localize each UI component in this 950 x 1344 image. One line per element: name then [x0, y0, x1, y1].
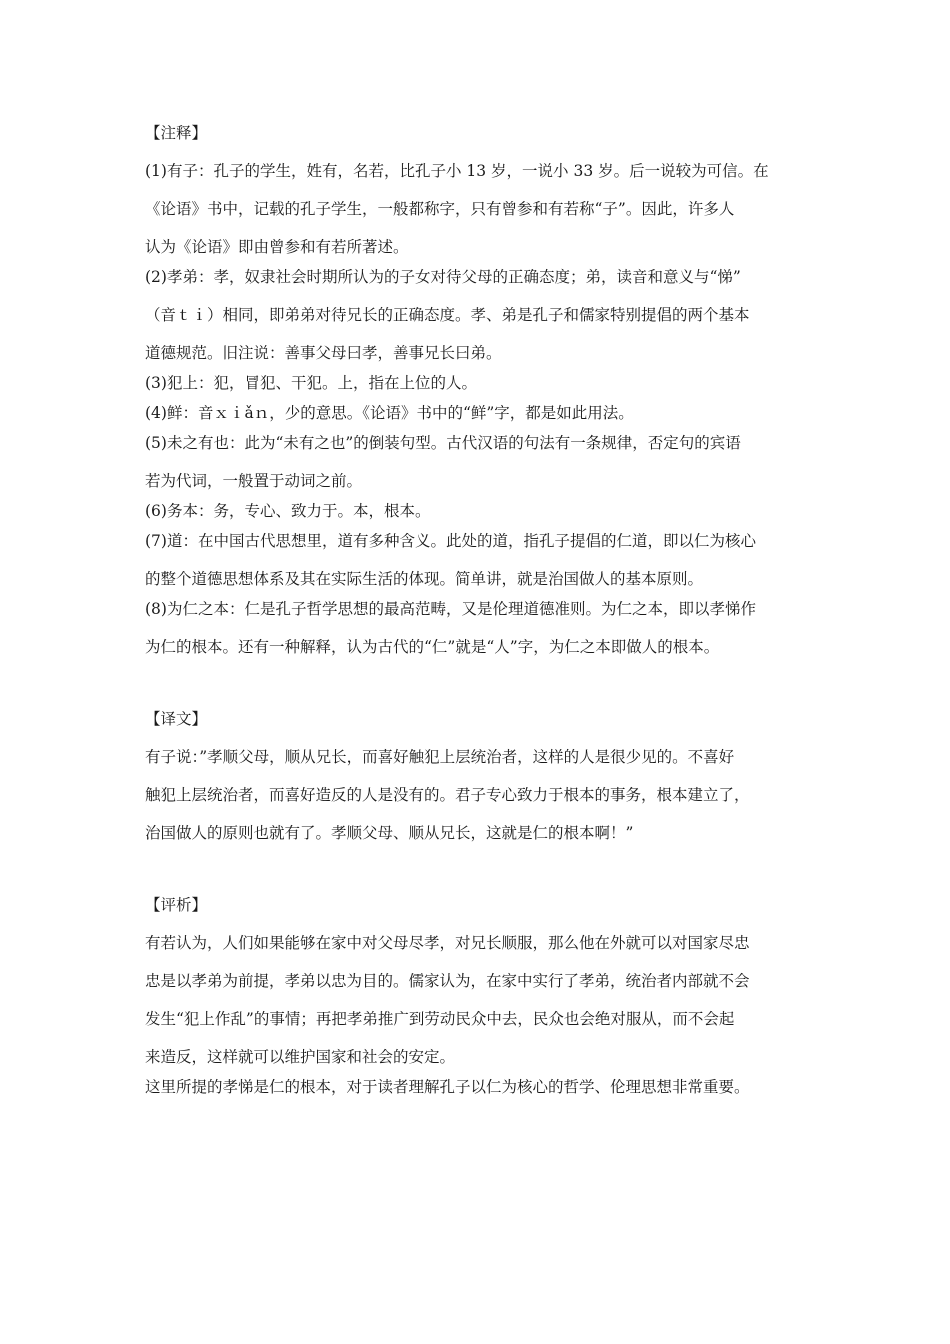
commentary-line: 这里所提的孝悌是仁的根本，对于读者理解孔子以仁为核心的哲学、伦理思想非常重要。: [145, 1078, 750, 1096]
translation-title: 【译文】: [145, 710, 208, 728]
note-line: 为仁的根本。还有一种解释，认为古代的“仁”就是“人”字，为仁之本即做人的根本。: [145, 638, 720, 656]
note-line: 认为《论语》即由曾参和有若所著述。: [145, 238, 409, 256]
commentary-paragraph-1: [145, 928, 810, 1072]
note-line: (6)务本：务，专心、致力于。本，根本。: [145, 502, 431, 520]
translation-line: 治国做人的原则也就有了。孝顺父母、顺从兄长，这就是仁的根本啊！”: [145, 824, 634, 842]
note-line: (5)未之有也：此为“未有之也”的倒装句型。古代汉语的句法有一条规律，否定句的宾语: [145, 434, 741, 452]
note-line: (2)孝弟：孝，奴隶社会时期所认为的子女对待父母的正确态度；弟，读音和意义与“悌”: [145, 268, 741, 286]
note-item-3: [145, 368, 810, 398]
note-item-1: [145, 156, 810, 262]
note-line: (8)为仁之本：仁是孔子哲学思想的最高范畴，又是伦理道德准则。为仁之本，即以孝悌作: [145, 600, 756, 618]
commentary-paragraph-2: [145, 1072, 810, 1102]
commentary-line: 发生“犯上作乱”的事情；再把孝弟推广到劳动民众中去，民众也会绝对服从，而不会起: [145, 1010, 735, 1028]
translation-line: 有子说：”孝顺父母，顺从兄长，而喜好触犯上层统治者，这样的人是很少见的。不喜好: [145, 748, 735, 766]
note-line: 的整个道德思想体系及其在实际生活的体现。简单讲，就是治国做人的基本原则。: [145, 570, 704, 588]
commentary-line: 有若认为，人们如果能够在家中对父母尽孝，对兄长顺服，那么他在外就可以对国家尽忠: [145, 934, 750, 952]
note-item-8: [145, 594, 810, 662]
translation-line: 触犯上层统治者，而喜好造反的人是没有的。君子专心致力于根本的事务，根本建立了，: [145, 786, 750, 804]
commentary-title: 【评析】: [145, 896, 208, 914]
note-line: 《论语》书中，记载的孔子学生，一般都称字，只有曾参和有若称“子”。因此，许多人: [145, 200, 735, 218]
note-item-7: [145, 526, 810, 594]
note-line: (3)犯上：犯，冒犯、干犯。上，指在上位的人。: [145, 374, 477, 392]
document-page: [145, 118, 810, 1102]
note-item-4: [145, 398, 810, 428]
note-line: 道德规范。旧注说：善事父母曰孝，善事兄长曰弟。: [145, 344, 502, 362]
commentary-line: 忠是以孝弟为前提，孝弟以忠为目的。儒家认为，在家中实行了孝弟，统治者内部就不会: [145, 972, 750, 990]
note-line: (1)有子：孔子的学生，姓有，名若，比孔子小 13 岁，一说小 33 岁。后一说较为可信。在: [145, 162, 769, 180]
commentary-line: 来造反，这样就可以维护国家和社会的安定。: [145, 1048, 456, 1066]
note-line: 若为代词，一般置于动词之前。: [145, 472, 363, 490]
note-line: (7)道：在中国古代思想里，道有多种含义。此处的道，指孔子提倡的仁道，即以仁为核心: [145, 532, 756, 550]
note-item-6: [145, 496, 810, 526]
note-item-2: [145, 262, 810, 368]
note-item-5: [145, 428, 810, 496]
note-line: （音ｔｉ）相同，即弟弟对待兄长的正确态度。孝、弟是孔子和儒家特别提倡的两个基本: [145, 306, 750, 324]
note-line: (4)鲜：音ｘｉǎｎ，少的意思。《论语》书中的“鲜”字，都是如此用法。: [145, 404, 634, 422]
translation-body: [145, 742, 810, 848]
notes-title: 【注释】: [145, 124, 208, 142]
